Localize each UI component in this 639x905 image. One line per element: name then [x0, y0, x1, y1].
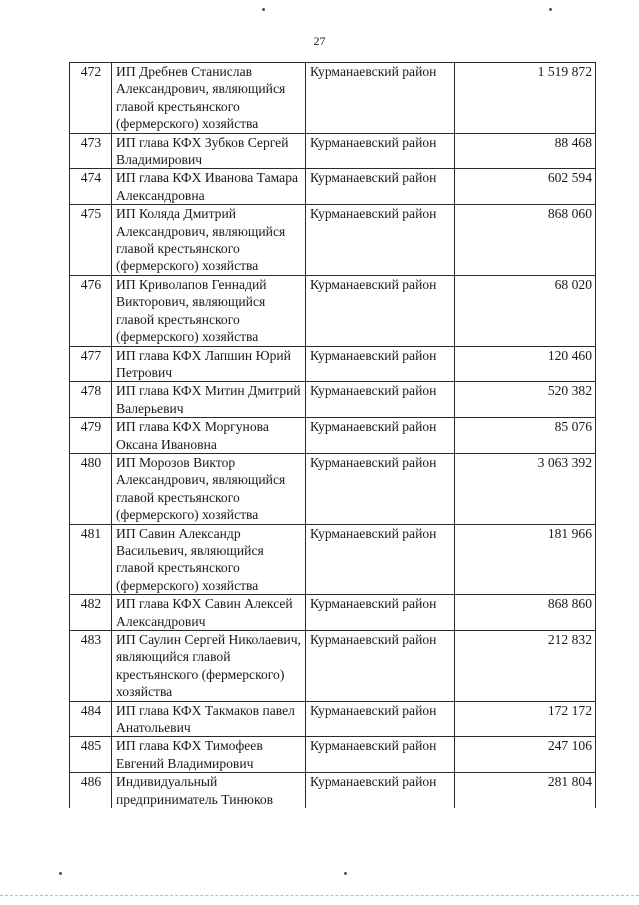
- scan-speck: [344, 872, 347, 875]
- district-name: Курманаевский район: [306, 631, 455, 702]
- table-row: [70, 133, 596, 169]
- recipient-name: ИП глава КФХ Такмаков павел Анатольевич: [112, 701, 306, 737]
- district-name: Курманаевский район: [306, 737, 455, 773]
- recipient-name: ИП Саулин Сергей Николаевич, являющийся главой крестьянского (фермерского) хозяйства: [112, 631, 306, 702]
- row-number: 472: [70, 63, 112, 134]
- subsidy-amount: 212 832: [455, 631, 596, 702]
- recipient-name: ИП Морозов Виктор Александрович, являющийся главой крестьянского (фермерского) хозяйства: [112, 453, 306, 524]
- recipient-name: ИП глава КФХ Тимофеев Евгений Владимирович: [112, 737, 306, 773]
- table-row: [70, 346, 596, 382]
- district-name: Курманаевский район: [306, 169, 455, 205]
- recipient-name: ИП глава КФХ Зубков Сергей Владимирович: [112, 133, 306, 169]
- row-number: 476: [70, 275, 112, 346]
- district-name: Курманаевский район: [306, 275, 455, 346]
- district-name: Курманаевский район: [306, 418, 455, 454]
- row-number: 474: [70, 169, 112, 205]
- table-row: [70, 275, 596, 346]
- registry-rows: [70, 63, 596, 809]
- subsidy-amount: 1 519 872: [455, 63, 596, 134]
- district-name: Курманаевский район: [306, 595, 455, 631]
- recipient-name: ИП Дребнев Станислав Александрович, являющийся главой крестьянского (фермерского) хозяйства: [112, 63, 306, 134]
- row-number: 480: [70, 453, 112, 524]
- district-name: Курманаевский район: [306, 524, 455, 595]
- district-name: Курманаевский район: [306, 63, 455, 134]
- district-name: Курманаевский район: [306, 346, 455, 382]
- row-number: 481: [70, 524, 112, 595]
- subsidy-amount: 3 063 392: [455, 453, 596, 524]
- table-row: [70, 453, 596, 524]
- table-row: [70, 524, 596, 595]
- row-number: 477: [70, 346, 112, 382]
- row-number: 483: [70, 631, 112, 702]
- subsidy-amount: 88 468: [455, 133, 596, 169]
- row-number: 475: [70, 205, 112, 276]
- subsidy-amount: 868 860: [455, 595, 596, 631]
- recipient-name: Индивидуальный предприниматель Тинюков: [112, 773, 306, 808]
- subsidy-amount: 172 172: [455, 701, 596, 737]
- subsidy-amount: 602 594: [455, 169, 596, 205]
- district-name: Курманаевский район: [306, 382, 455, 418]
- table-row: [70, 701, 596, 737]
- subsidy-amount: 247 106: [455, 737, 596, 773]
- district-name: Курманаевский район: [306, 453, 455, 524]
- district-name: Курманаевский район: [306, 205, 455, 276]
- subsidy-amount: 68 020: [455, 275, 596, 346]
- subsidy-amount: 281 804: [455, 773, 596, 808]
- recipient-name: ИП Коляда Дмитрий Александрович, являющийся главой крестьянского (фермерского) хозяйства: [112, 205, 306, 276]
- row-number: 485: [70, 737, 112, 773]
- table-row: [70, 63, 596, 134]
- row-number: 478: [70, 382, 112, 418]
- recipient-name: ИП глава КФХ Моргунова Оксана Ивановна: [112, 418, 306, 454]
- recipient-name: ИП глава КФХ Митин Дмитрий Валерьевич: [112, 382, 306, 418]
- recipient-name: ИП глава КФХ Савин Алексей Александрович: [112, 595, 306, 631]
- subsidy-amount: 85 076: [455, 418, 596, 454]
- recipient-name: ИП Криволапов Геннадий Викторович, являющийся главой крестьянского (фермерского) хозяйства: [112, 275, 306, 346]
- page-number: 27: [313, 34, 326, 48]
- scan-speck: [262, 8, 265, 11]
- district-name: Курманаевский район: [306, 133, 455, 169]
- scan-speck: [59, 872, 62, 875]
- table-row: [70, 169, 596, 205]
- subsidy-amount: 120 460: [455, 346, 596, 382]
- row-number: 482: [70, 595, 112, 631]
- district-name: Курманаевский район: [306, 701, 455, 737]
- district-name: Курманаевский район: [306, 773, 455, 808]
- table-row: [70, 382, 596, 418]
- subsidy-amount: 868 060: [455, 205, 596, 276]
- row-number: 484: [70, 701, 112, 737]
- row-number: 479: [70, 418, 112, 454]
- recipient-name: ИП глава КФХ Лапшин Юрий Петрович: [112, 346, 306, 382]
- recipient-name: ИП глава КФХ Иванова Тамара Александровна: [112, 169, 306, 205]
- subsidy-amount: 520 382: [455, 382, 596, 418]
- registry-table: [69, 62, 596, 808]
- table-row: [70, 418, 596, 454]
- table-row: [70, 631, 596, 702]
- row-number: 486: [70, 773, 112, 808]
- subsidy-amount: 181 966: [455, 524, 596, 595]
- table-row: [70, 205, 596, 276]
- table-row: [70, 595, 596, 631]
- table-row: [70, 737, 596, 773]
- row-number: 473: [70, 133, 112, 169]
- recipient-name: ИП Савин Александр Васильевич, являющийся главой крестьянского (фермерского) хозяйства: [112, 524, 306, 595]
- scan-speck: [549, 8, 552, 11]
- table-row: [70, 773, 596, 808]
- scan-edge-line: [0, 895, 639, 896]
